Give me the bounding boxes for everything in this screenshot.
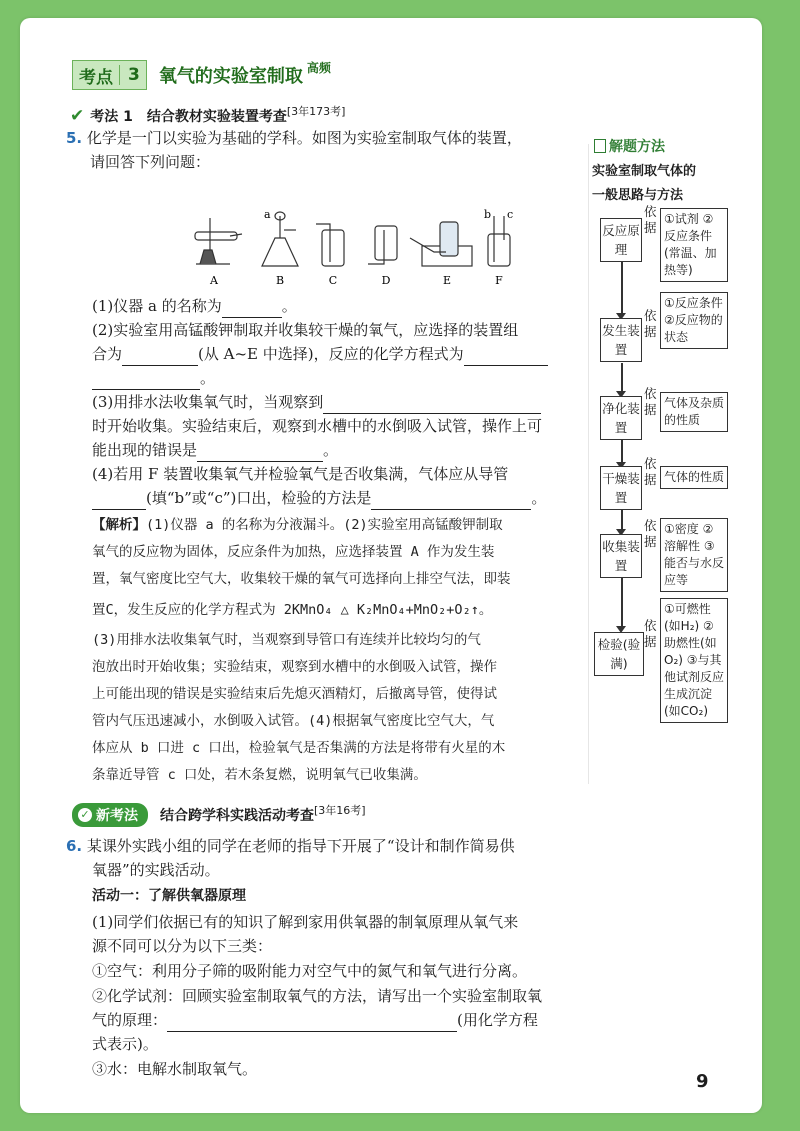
- sidebar-subtitle-1: 实验室制取气体的: [592, 164, 697, 179]
- flow-note-2: ①反应条件 ②反应物的状态: [660, 292, 728, 349]
- analysis-line2: 氧气的反应物为固体，反应条件为加热，应选择装置 A 作为发生装: [92, 544, 495, 560]
- q5-part3-line3: [92, 438, 338, 462]
- flow-by-6: 依据: [644, 618, 657, 649]
- flow-node-generation-apparatus: 发生装置: [600, 318, 642, 362]
- flow-by-1: 依据: [644, 204, 657, 235]
- q6-activity-title: 活动一：了解供氧器原理: [92, 888, 246, 904]
- q5-p3a-text: (3)用排水法收集氧气时，当观察到: [92, 393, 324, 411]
- flow-node-drying-apparatus: 干燥装置: [600, 466, 642, 510]
- q6-equation-blank[interactable]: [167, 1014, 457, 1032]
- flow-by-3: 依据: [644, 386, 657, 417]
- q5-part3-line2: 时开始收集。实验结束后，观察到水槽中的水倒吸入试管，操作上可: [92, 417, 543, 435]
- q5-p3-blank-observe[interactable]: [323, 396, 541, 414]
- q6-line4: 源不同可以分为以下三类：: [92, 937, 273, 955]
- q6-line1: [66, 834, 515, 858]
- analysis-line3: 置，氧气密度比空气大，收集较干燥的氧气可选择向上排空气法，即装: [92, 571, 511, 587]
- q5-part1: [92, 294, 297, 318]
- q6-line5: ①空气：利用分子筛的吸附能力对空气中的氮气和氧气进行分离。: [92, 962, 528, 980]
- page: [20, 18, 762, 1113]
- q6-line8: 式表示)。: [92, 1035, 158, 1053]
- apparatus-mark-b: b: [484, 208, 492, 221]
- apparatus-a-pipe: [230, 234, 242, 236]
- q5-p4-blank-port[interactable]: [92, 492, 146, 510]
- section-number: 3: [119, 65, 140, 85]
- new-method-badge: [72, 803, 148, 827]
- apparatus-diagram: [190, 208, 520, 288]
- flow-node-collection-apparatus: 收集装置: [600, 534, 642, 578]
- q6-line7: [92, 1008, 538, 1032]
- flow-line-5: [621, 576, 623, 628]
- sidebar-box-icon: [594, 139, 606, 153]
- method-2-title: 结合跨学科实践活动考查: [160, 808, 314, 824]
- section-header: [72, 60, 331, 90]
- analysis-line5: (3)用排水法收集氧气时，当观察到导管口有连续并比较均匀的气: [92, 632, 481, 648]
- apparatus-d-bottle: [375, 226, 397, 260]
- q5-intro-line1: [66, 126, 522, 150]
- q5-part2-line3: [92, 366, 215, 390]
- apparatus-label-f: F: [495, 274, 503, 287]
- apparatus-label-c: C: [328, 274, 338, 287]
- q6-l1: 某课外实践小组的同学在老师的指导下开展了“设计和制作简易供: [86, 837, 515, 855]
- analysis-line10: 条靠近导管 c 口处，若木条复燃，说明氧气已收集满。: [92, 767, 427, 783]
- apparatus-b-flask: [262, 238, 298, 266]
- apparatus-c-bottle: [322, 230, 344, 266]
- method-1-heading: [70, 106, 345, 126]
- apparatus-label-e: E: [442, 274, 452, 287]
- q5-number: 5.: [66, 129, 83, 147]
- analysis-line4: 置C，发生反应的化学方程式为 2KMnO₄ △ K₂MnO₄+MnO₂+O₂↑。: [92, 602, 493, 618]
- method-2-heading: [72, 803, 366, 827]
- analysis-l1: (1)仪器 a 的名称为分液漏斗。(2)实验室用高锰酸钾制取: [146, 517, 503, 533]
- q5-p2-blank-equation-cont[interactable]: [92, 372, 200, 390]
- q6-l7a: 气的原理：: [92, 1011, 168, 1029]
- q5-part2-line1: (2)实验室用高锰酸钾制取并收集较干燥的氧气，应选择的装置组: [92, 321, 519, 339]
- flow-note-6: ①可燃性(如H₂) ②助燃性(如O₂) ③与其他试剂反应生成沉淀(如CO₂): [660, 598, 728, 723]
- apparatus-label-b: B: [275, 274, 285, 287]
- flow-note-3: 气体及杂质的性质: [660, 392, 728, 432]
- flow-node-purification-apparatus: 净化装置: [600, 396, 642, 440]
- flow-line-3: [621, 440, 623, 464]
- section-title: 氧气的实验室制取: [158, 66, 303, 87]
- q5-part3-line1: [92, 390, 541, 414]
- flow-node-reaction-principle: 反应原理: [600, 218, 642, 262]
- sidebar-heading: [594, 136, 665, 156]
- q5-p2-blank-equation[interactable]: [464, 348, 548, 366]
- method-1-title: 考法 1 结合教材实验装置考查: [90, 109, 287, 125]
- sidebar-divider: [588, 144, 589, 784]
- analysis-label: 【解析】: [92, 517, 146, 533]
- flow-line-1: [621, 261, 623, 315]
- apparatus-f-bottle: [488, 234, 510, 266]
- q5-part4-line1: (4)若用 F 装置收集氧气并检验氧气是否收集满，气体应从导管: [92, 465, 509, 483]
- q5-p4-end: 。: [531, 489, 547, 507]
- method-1-source: [3年173考]: [286, 105, 346, 118]
- q5-p1-text: (1)仪器 a 的名称为: [92, 297, 222, 315]
- flow-note-4: 气体的性质: [660, 466, 728, 489]
- flow-line-4: [621, 509, 623, 531]
- flow-note-1: ①试剂 ②反应条件(常温、加热等): [660, 208, 728, 282]
- sidebar-heading-text: 解题方法: [609, 139, 665, 155]
- flow-line-2: [621, 363, 623, 393]
- section-label: 考点: [79, 67, 113, 88]
- flow-by-5: 依据: [644, 518, 657, 549]
- analysis-line1: [92, 512, 503, 539]
- q5-p4b-text: (填“b”或“c”)口出，检验的方法是: [146, 489, 372, 507]
- analysis-line6: 泡放出时开始收集；实验结束，观察到水槽中的水倒吸入试管，操作: [92, 659, 497, 675]
- q6-line9: ③水：电解水制取氧气。: [92, 1060, 258, 1078]
- q5-p2c-text: (从 A~E 中选择)，反应的化学方程式为: [198, 345, 464, 363]
- q6-line3: (1)同学们依据已有的知识了解到家用供氧器的制氧原理从氧气来: [92, 913, 519, 931]
- q5-part2-line2: [92, 342, 548, 366]
- new-method-badge-label: 新考法: [96, 808, 138, 824]
- q5-p2-blank-combo[interactable]: [122, 348, 198, 366]
- q5-p4-blank-method[interactable]: [371, 492, 531, 510]
- flow-by-2: 依据: [644, 308, 657, 339]
- checkmark-icon: ✔: [70, 106, 85, 126]
- q5-part4-line2: [92, 486, 546, 510]
- apparatus-e-bottle: [440, 222, 458, 256]
- q5-p3c-text: 能出现的错误是: [92, 441, 198, 459]
- q5-p2-end: 。: [200, 369, 216, 387]
- apparatus-mark-a: a: [264, 208, 271, 221]
- method-2-source: [3年16考]: [314, 804, 366, 817]
- frequency-tag: 高频: [306, 60, 331, 75]
- q6-line6: ②化学试剂：回顾实验室制取氧气的方法，请写出一个实验室制取氧: [92, 987, 543, 1005]
- section-label-box: [72, 60, 147, 90]
- apparatus-label-d: D: [381, 274, 391, 287]
- apparatus-a-lamp: [200, 250, 216, 264]
- flow-by-4: 依据: [644, 456, 657, 487]
- analysis-line8: 管内气压迅速减小，水倒吸入试管。(4)根据氧气密度比空气大，气: [92, 713, 495, 729]
- page-number: 9: [696, 1071, 709, 1092]
- q5-intro-line2: 请回答下列问题：: [90, 153, 211, 171]
- q5-p3-end: 。: [323, 441, 339, 459]
- analysis-line7: 上可能出现的错误是实验结束后先熄灭酒精灯，后撤离导管，使得试: [92, 686, 497, 702]
- sidebar-subtitle-2: 一般思路与方法: [592, 188, 684, 203]
- q6-number: 6.: [66, 837, 83, 855]
- q5-intro1: 化学是一门以实验为基础的学科。如图为实验室制取气体的装置，: [86, 129, 522, 147]
- apparatus-mark-c: c: [507, 208, 514, 221]
- q5-p2b-text: 合为: [92, 345, 123, 363]
- q6-line2: 氧器”的实践活动。: [92, 861, 220, 879]
- flow-node-test: 检验(验满): [594, 632, 644, 676]
- flow-note-5: ①密度 ②溶解性 ③能否与水反应等: [660, 518, 728, 592]
- q5-p1-end: 。: [281, 297, 297, 315]
- badge-check-icon: ✓: [78, 808, 92, 822]
- q5-p3-blank-error[interactable]: [197, 444, 323, 462]
- q6-l7b: (用化学方程: [457, 1011, 538, 1029]
- analysis-line9: 体应从 b 口进 c 口出，检验氧气是否集满的方法是将带有火星的木: [92, 740, 506, 756]
- q5-p1-blank[interactable]: [222, 300, 282, 318]
- apparatus-label-a: A: [210, 274, 218, 287]
